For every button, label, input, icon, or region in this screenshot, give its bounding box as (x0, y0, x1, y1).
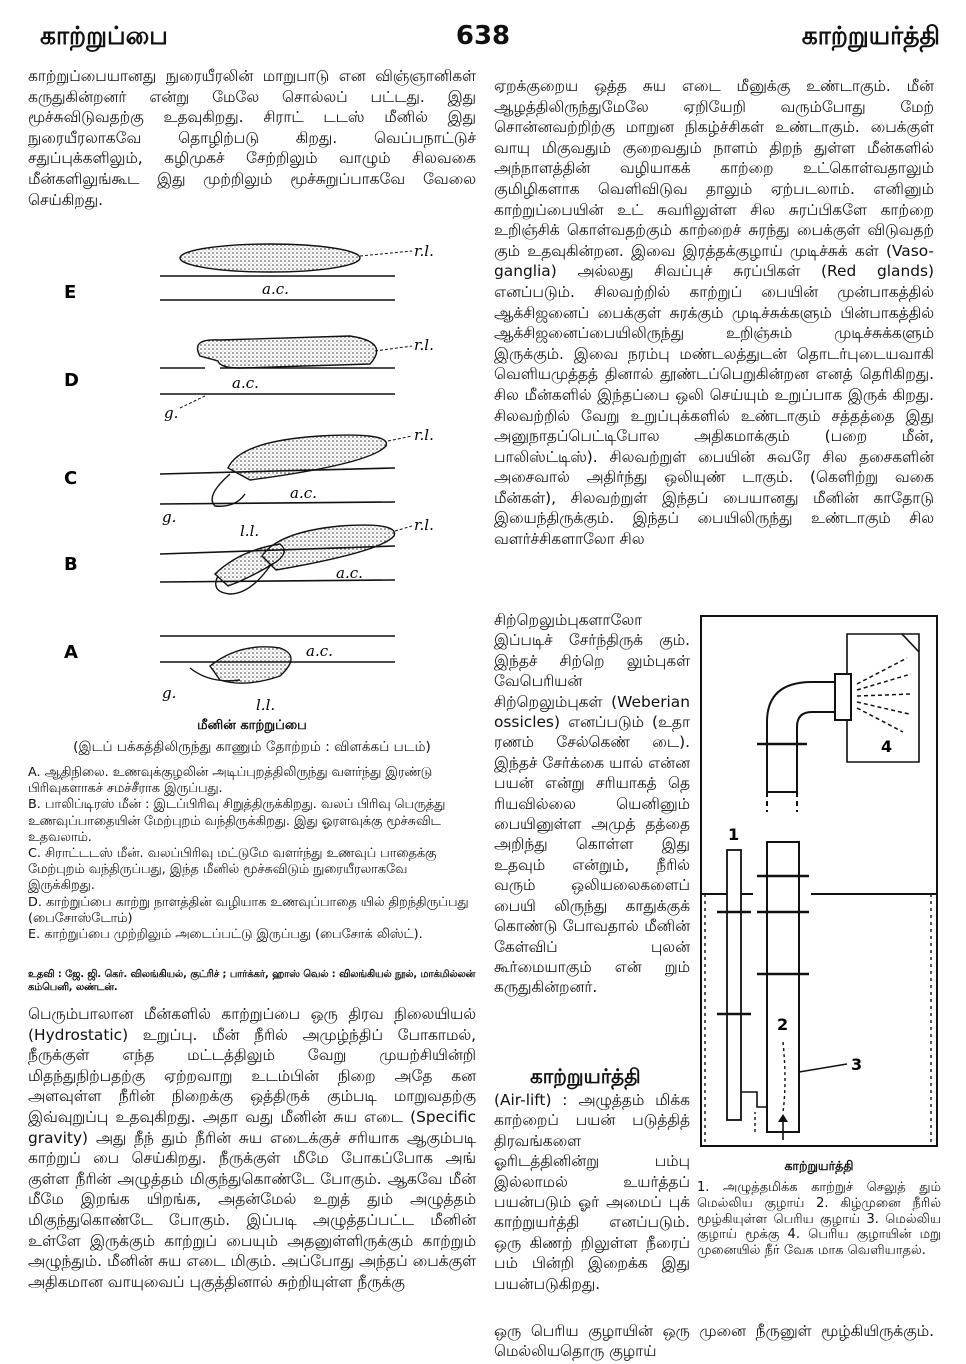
bladder-e (180, 244, 360, 272)
figure-number-4: 4 (881, 737, 893, 756)
right-top-paragraph: ஏறக்குறைய ஒத்த சுய எடை மீனுக்கு உண்டாகும். மீன் ஆழத்திலிருந்துமேலே ஏறியேறி வரும்போது மேற் சொன்னவற்றிற்கு மாறுன நிகழ்ச்சிகள் உண்டாகும். பைக்குள் வாயு மிகுவதும் குறைவதும் நாளம் திறந் துள்ள மீன்களில் அந்நாளத்தின் வழியாகக் காற்றை உட்கொள்வதாலும் குமிழிகளாக வெளிவிடுவ தாலும் ஏற்படலாம். எனினும் காற்றுப்பையின் உட் சுவரிலுள்ள சில சுரப்பிகளே காற்றை உறிஞ்சிக் கொள்வதற்கும் காற்றைச் சுரந்து பைக்குள் விடுவதற் கும் உதவுகின்றன. இவை இரத்தக்குழாய் முடிச்சுக் கள் (Vaso-ganglia) அல்லது சிவப்புச் சுரப்பிகள் (Red glands) எனப்படும். சிலவற்றில் காற்றுப் பையின் முன்பாகத்தில் ஆக்சிஜனைப் பைக்குள் சுரக்கும் முடிச்சுக்களும் பின்பாகத்தில் ஆக்சிஜனைப்பையிலிருந்து உறிஞ்சும் முடிச்சுக்களும் இருக்கும். இவை நரம்பு மண்டலத்துடன் தொடர்புடையவாகி வெளியமுத்தத் தினால் தூண்டப்பெறுகின்றன எனத் தெரிகிறது. சில மீன்களில் இந்தப்பை ஒலி செய்யும் உறுப்பாக இருக் கிறது. சிலவற்றில் வேறு உறுப்புக்களில் உண்டாகும் சத்தத்தை இது அனுநாதப்பெட்டிபோல அதிகமாக்கும் (பறை மீன், பாலிஸ்ட்டிஸ்). சிலவற்றுள் பையின் சுவரே சில தசைகளின் அசைவால் அதிர்ந்து ஒலியுண் டாகும். (கெளிற்று வகை மீன்கள்), சிலவற்றுள் இந்தப் பையானது மீனின் காதோடு இயைந்திருக்கும். இந்தப் பையிலிருந்து உண்டாகும் சில வளர்ச்சிகளாலோ சில (494, 77, 934, 549)
figure-letter-e: E (64, 282, 77, 303)
figure-credit: உதவி : ஜே. ஜி. கெர். விலங்கியல், குட்ரிச் ; பார்க்கர், ஹாஸ் வெல் : விலங்கியல் நூல், மாக்மில்லன் கம்பெனி, லண்டன். (28, 969, 476, 993)
caption-item-e: E. காற்றுப்பை முற்றிலும் அடைப்பட்டு இருப்பது (பைசோக் லிஸ்ட்). (28, 927, 423, 943)
label-rl-d: r.l. (414, 336, 434, 354)
airlift-figure-title: காற்றுயர்த்தி (784, 1158, 854, 1173)
label-ll-a: l.l. (256, 696, 276, 714)
left-intro-paragraph: காற்றுப்பையானது நுரையீரலின் மாறுபாடு என விஞ்ஞானிகள் கருதுகின்றனர் என்று மேலே சொல்லப் பட்டது. இது மூச்சுவிடுவதற்கு உதவுகிறது. சிராட் டடஸ் மீனில் இது நுரையீரலாகவே தொழிற்படு கிறது. வெப்பநாட்டுச் சதுப்புக்களிலும், கழிமுகச் சேற்றிலும் வாழும் சிலவகை மீன்களிலுங்கூட இது முற்றிலும் மூச்சுறுப்பாகவே வேலை செய்கிறது. (28, 67, 476, 209)
page-number: 638 (455, 21, 511, 51)
figure-caption-list (28, 765, 476, 943)
label-ac-c: a.c. (290, 484, 317, 502)
label-ac-a: a.c. (306, 642, 333, 660)
figure-title-left: மீனின் காற்றுப்பை (197, 718, 307, 733)
label-rl-b: r.l. (414, 516, 434, 534)
caption-item-d: D. காற்றுப்பை காற்று நாளத்தின் வழியாக உணவுப்பாதை யில் திறந்திருப்பது (பைசோஸ்டோம்) (28, 894, 469, 926)
water-spray (857, 658, 911, 732)
airlift-continuation: ஒரு பெரிய குழாயின் ஒரு முனை நீருனுள் மூழ்கியிருக்கும். மெல்லியதொரு குழாய் (494, 1322, 934, 1361)
label-g-a: g. (162, 684, 177, 702)
figure-number-1: 1 (728, 825, 740, 844)
caption-item-c: C. சிராட்டடஸ் மீன். வலப்பிரிவு மட்டுமே வளர்ந்து உணவுப் பாதைக்கு மேற்புறம் வந்திருப்பது, இந்த மீனில் மூச்சுவிடும் நுரையீரலாகவே இருக்கிறது. (28, 846, 437, 894)
airlift-figure-caption: 1. அழுத்தமிக்க காற்றுச் செலுத் தும் மெல்லிய குழாய் 2. கிழ்முனை நீரில் மூழ்கியுள்ள பெரிய குழாய் 3. மெல்லிய குழாய் மூக்கு 4. பெரிய குழாயின் மறு முனையில் நீர் வேக மாக வெளியாதல். (697, 1180, 941, 1259)
bladder-c (228, 435, 386, 480)
figure-letter-d: D (64, 370, 79, 391)
figure-letter-c: C (64, 468, 78, 489)
caption-item-a: A. ஆதிநிலை. உணவுக்குழலின் அடிப்புறத்திலிருந்து வளர்ந்து இரண்டு பிரிவுகளாகச் சமச்சீராக இருப்பது. (28, 765, 433, 797)
large-pipe (767, 842, 799, 1132)
header-right-title: காற்றுயர்த்தி (801, 21, 940, 50)
left-body-paragraph: பெரும்பாலான மீன்களில் காற்றுப்பை ஒரு திரவ நிலையியல் (Hydrostatic) உறுப்பு. மீன் நீரில் அமுழ்ந்திப் போகாமல், நீருக்குள் எந்த மட்டத்திலும் வேறு முயற்சியின்றி மிதந்துநிற்பதற்கு ஏற்றவாறு உடம்பின் நிறை அதே கன அளவுள்ள நீரின் நிறைக்கு ஒத்திருக் கும்படி மாறுவதற்கு இவ்வுறுப்பு உதவுகிறது. அதா வது மீனின் சுய எடை (Specific gravity) அது நீந் தும் நீரின் சுய எடைக்குச் சரியாக ஆகும்படி காற்றுப் பை செய்கிறது. நீருக்குள் மீமே போகப்போக அங் குள்ள நீரின் அழுத்தம் மிகுந்துகொண்டே போகும். ஆகவே மீன் மீமே இறங்க யிறங்க, அதன்மேல் உறுத் தும் அழுத்தம் மிகுந்துகொண்டே போகும். இப்படி அழுத்தப்பட்ட மீனின் உள்ளே இருக்கும் காற்றுப் பையும் அதனுள்ளிருக்கும் காற்றும் அழுந்தும். மீனின் சுய எடை மிகும். அப்போது அந்தப் பைக்குள் அதிகமான வாயுவைப் புகுத்தினால் சுற்றியுள்ள நீருக்கு (28, 1005, 476, 1291)
figure-letter-a: A (64, 642, 78, 663)
label-ac-b: a.c. (336, 564, 363, 582)
label-g-d: g. (164, 404, 179, 422)
figure-letter-b: B (64, 554, 78, 575)
label-ac-e: a.c. (262, 280, 289, 298)
label-g-c: g. (162, 508, 177, 526)
figure-number-3: 3 (851, 1055, 863, 1074)
thin-air-pipe (727, 850, 741, 1120)
bladder-d (198, 336, 377, 368)
right-wrap-paragraph: சிற்றெலும்புகளாலோ இப்படிச் சேர்ந்திருக் கும். இந்தச் சிற்றெ லும்புகள் வேபெரியன் சிற்றெலும்புகள் (Weberian ossicles) எனப்படும் (உதா ரணம் சேல்கெண் டை). இந்தச் சேர்க்கை யால் என்ன பயன் என்று சரியாகத் தெ ரியவில்லை யெனினும் பையினுள்ள அமுத் தத்தை அறிந்து கொள்ள இது உதவும் என்றும், நீரில் வரும் ஒலியலைகளைப் பையி லிருந்து காதுக்குக் கொண்டு போவதால் மீனின் கேள்விப் புலன் கூர்மையாகும் என் றும் கருதுகின்றனர். (494, 611, 690, 997)
section-title-airlift: காற்றுயர்த்தி (530, 1064, 641, 1088)
swim-bladder-diagram (40, 236, 470, 716)
label-ll-b: l.l. (240, 522, 260, 540)
airlift-diagram (697, 612, 941, 1150)
airlift-figure (697, 612, 941, 1150)
bladder-a (210, 647, 291, 683)
airlift-paragraph: (Air-lift) : அழுத்தம் மிக்க காற்றைப் பயன் படுத்தித் திரவங்களை ஓரிடத்தினின்று பம்பு இல்லாமல் உயர்த்தப் பயன்படும் ஓர் அமைப் புக் காற்றுயர்த்தி எனப்படும். ஒரு கிணற் றிலுள்ள நீரைப் பம் பின்றி இறைக்க இது பயன்படுகிறது. (494, 1091, 690, 1293)
swim-bladder-figure (40, 236, 470, 716)
label-rl-c: r.l. (414, 426, 434, 444)
figure-subtitle-left: (இடப் பக்கத்திலிருந்து காணும் தோற்றம் : விளக்கப் படம்) (73, 739, 431, 755)
label-rl-e: r.l. (414, 242, 434, 260)
header-left-title: காற்றுப்பை (40, 21, 168, 50)
label-ac-d: a.c. (232, 374, 259, 392)
figure-number-2: 2 (777, 1015, 789, 1034)
caption-item-b: B. பாலிப்டிரஸ் மீன் : இடப்பிரிவு சிறுத்திருக்கிறது. வலப் பிரிவு பெருத்து உணவுப்பாதையின் மேற்புறம் வந்திருக்கிறது. இது ஓரளவுக்கு மூச்சுவிட உதவலாம். (28, 797, 446, 845)
